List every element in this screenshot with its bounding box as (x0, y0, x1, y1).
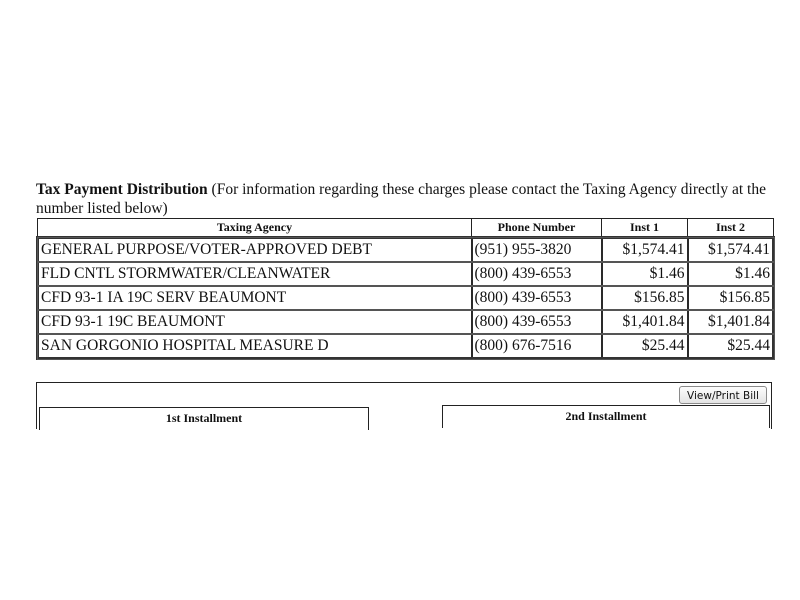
inst1-cell: $25.44 (602, 334, 688, 359)
table-row (38, 286, 774, 310)
table-row (38, 334, 774, 359)
second-installment-header: 2nd Installment (442, 405, 770, 428)
header-taxing-agency: Taxing Agency (38, 219, 472, 238)
inst1-cell: $156.85 (602, 286, 688, 310)
agency-cell: CFD 93-1 19C BEAUMONT (38, 310, 472, 334)
inst2-cell: $156.85 (688, 286, 774, 310)
table-row (38, 262, 774, 286)
section-heading (36, 180, 781, 218)
inst2-cell: $1,401.84 (688, 310, 774, 334)
phone-cell: (800) 676-7516 (472, 334, 602, 359)
phone-cell: (800) 439-6553 (472, 286, 602, 310)
section-title: Tax Payment Distribution (36, 181, 208, 198)
section-subtitle: (For information regarding these charges please contact the Taxing Agency directly at the number listed below) (36, 181, 766, 217)
agency-cell: FLD CNTL STORMWATER/CLEANWATER (38, 262, 472, 286)
first-installment-header: 1st Installment (39, 407, 369, 430)
agency-cell: GENERAL PURPOSE/VOTER-APPROVED DEBT (38, 238, 472, 263)
agency-cell: SAN GORGONIO HOSPITAL MEASURE D (38, 334, 472, 359)
inst2-cell: $1,574.41 (688, 238, 774, 263)
phone-cell: (800) 439-6553 (472, 262, 602, 286)
inst2-cell: $25.44 (688, 334, 774, 359)
table-header-row (38, 219, 774, 238)
phone-cell: (951) 955-3820 (472, 238, 602, 263)
table-row (38, 310, 774, 334)
inst1-cell: $1,574.41 (602, 238, 688, 263)
header-inst-1: Inst 1 (602, 219, 688, 238)
installments-panel (36, 382, 772, 429)
header-inst-2: Inst 2 (688, 219, 774, 238)
inst1-cell: $1,401.84 (602, 310, 688, 334)
header-phone-number: Phone Number (472, 219, 602, 238)
view-print-bill-button[interactable]: View/Print Bill (679, 386, 767, 404)
inst2-cell: $1.46 (688, 262, 774, 286)
tax-distribution-table (36, 218, 775, 360)
phone-cell: (800) 439-6553 (472, 310, 602, 334)
table-row (38, 238, 774, 263)
agency-cell: CFD 93-1 IA 19C SERV BEAUMONT (38, 286, 472, 310)
inst1-cell: $1.46 (602, 262, 688, 286)
